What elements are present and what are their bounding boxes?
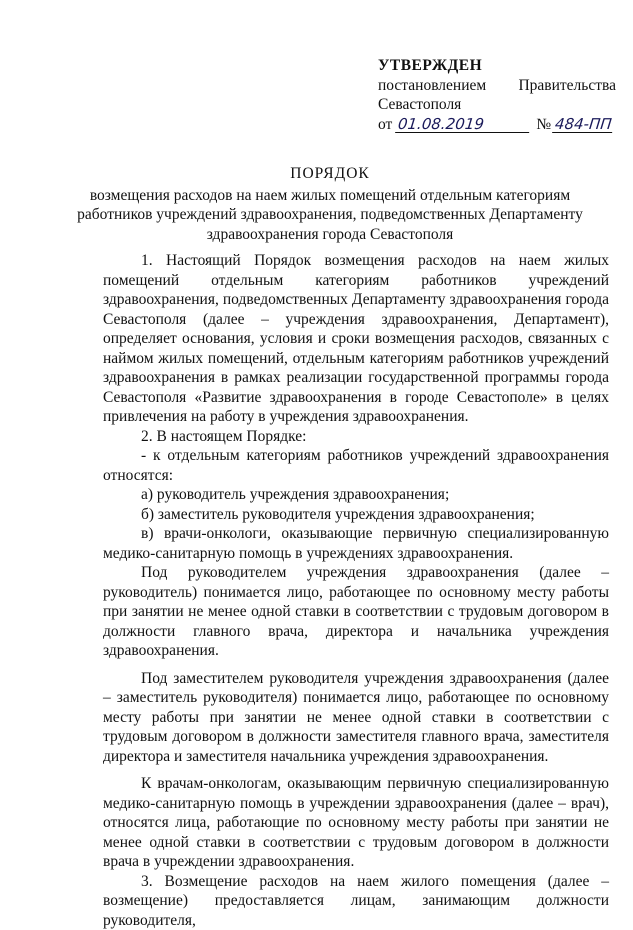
approval-number-value: 484-ПП (552, 116, 614, 133)
list-item-c: в) врачи-онкологи, оказывающие первичную специализированную медико-санитарную помощь в учреждениях здравоохранения. (103, 524, 609, 563)
document-heading (60, 164, 600, 244)
paragraph-deputy-definition: Под заместителем руководителя учреждения здравоохранения (далее – заместитель руководителя) понимается лицо, работающее по основному месту работы при занятии не менее одной ставки в соответствии с трудовым договором в должности заместителя главного врача, заместителя директора и заместителя начальника учреждения здравоохранения. (103, 669, 609, 767)
paragraph-head-definition: Под руководителем учреждения здравоохранения (далее – руководитель) понимается лицо, работающее по основному месту работы при занятии не менее одной ставки в соответствии с трудовым договором в должности главного врача, директора и начальника учреждения здравоохранения. (103, 563, 609, 661)
approval-date-row (378, 115, 616, 135)
approval-title: УТВЕРЖДЕН (378, 56, 616, 76)
approval-line-1 (378, 76, 616, 96)
approval-line-1-left: постановлением (378, 76, 486, 96)
paragraph-oncologist-definition: К врачам-онкологам, оказывающим первичную специализированную медико-санитарную помощь в учреждении здравоохранения (далее – врач), относятся лица, работающие по основному месту работы при занятии не менее одной ставки в соответствии с трудовым договором в должности врача в учреждении здравоохранения. (103, 774, 609, 872)
approval-date-prefix: от (378, 115, 392, 135)
document-body (103, 251, 609, 930)
list-item-b: б) заместитель руководителя учреждения здравоохранения; (103, 505, 609, 525)
paragraph-2: 2. В настоящем Порядке: (103, 427, 609, 447)
approval-date-value: 01.08.2019 (395, 116, 531, 133)
document-title: ПОРЯДОК (60, 164, 600, 184)
approval-block (378, 56, 616, 134)
paragraph-1: 1. Настоящий Порядок возмещения расходов на наем жилых помещений отдельным категориям работников учреждений здравоохранения, подведомственных Департаменту здравоохранения города Севастополя (далее – учреждения здравоохранения, Департамент), определяет основания, условия и сроки возмещения расходов, связанных с наймом жилых помещений, отдельным категориям работников учреждений здравоохранения в рамках реализации государственной программы города Севастополя «Развитие здравоохранения в городе Севастополе» в целях привлечения на работу в учреждения здравоохранения. (103, 251, 609, 427)
paragraph-categories: - к отдельным категориям работников учреждений здравоохранения относятся: (103, 446, 609, 485)
paragraph-3: 3. Возмещение расходов на наем жилого помещения (далее – возмещение) предоставляется лицам, занимающим должности руководителя, (103, 872, 609, 930)
list-item-a: а) руководитель учреждения здравоохранения; (103, 485, 609, 505)
approval-number-prefix: № (536, 115, 551, 135)
document-subtitle: возмещения расходов на наем жилых помещений отдельным категориям работников учреждений здравоохранения, подведомственных Департаменту здравоохранения города Севастополя (60, 186, 600, 245)
approval-line-1-right: Правительства (518, 76, 616, 96)
approval-line-2: Севастополя (378, 95, 616, 115)
